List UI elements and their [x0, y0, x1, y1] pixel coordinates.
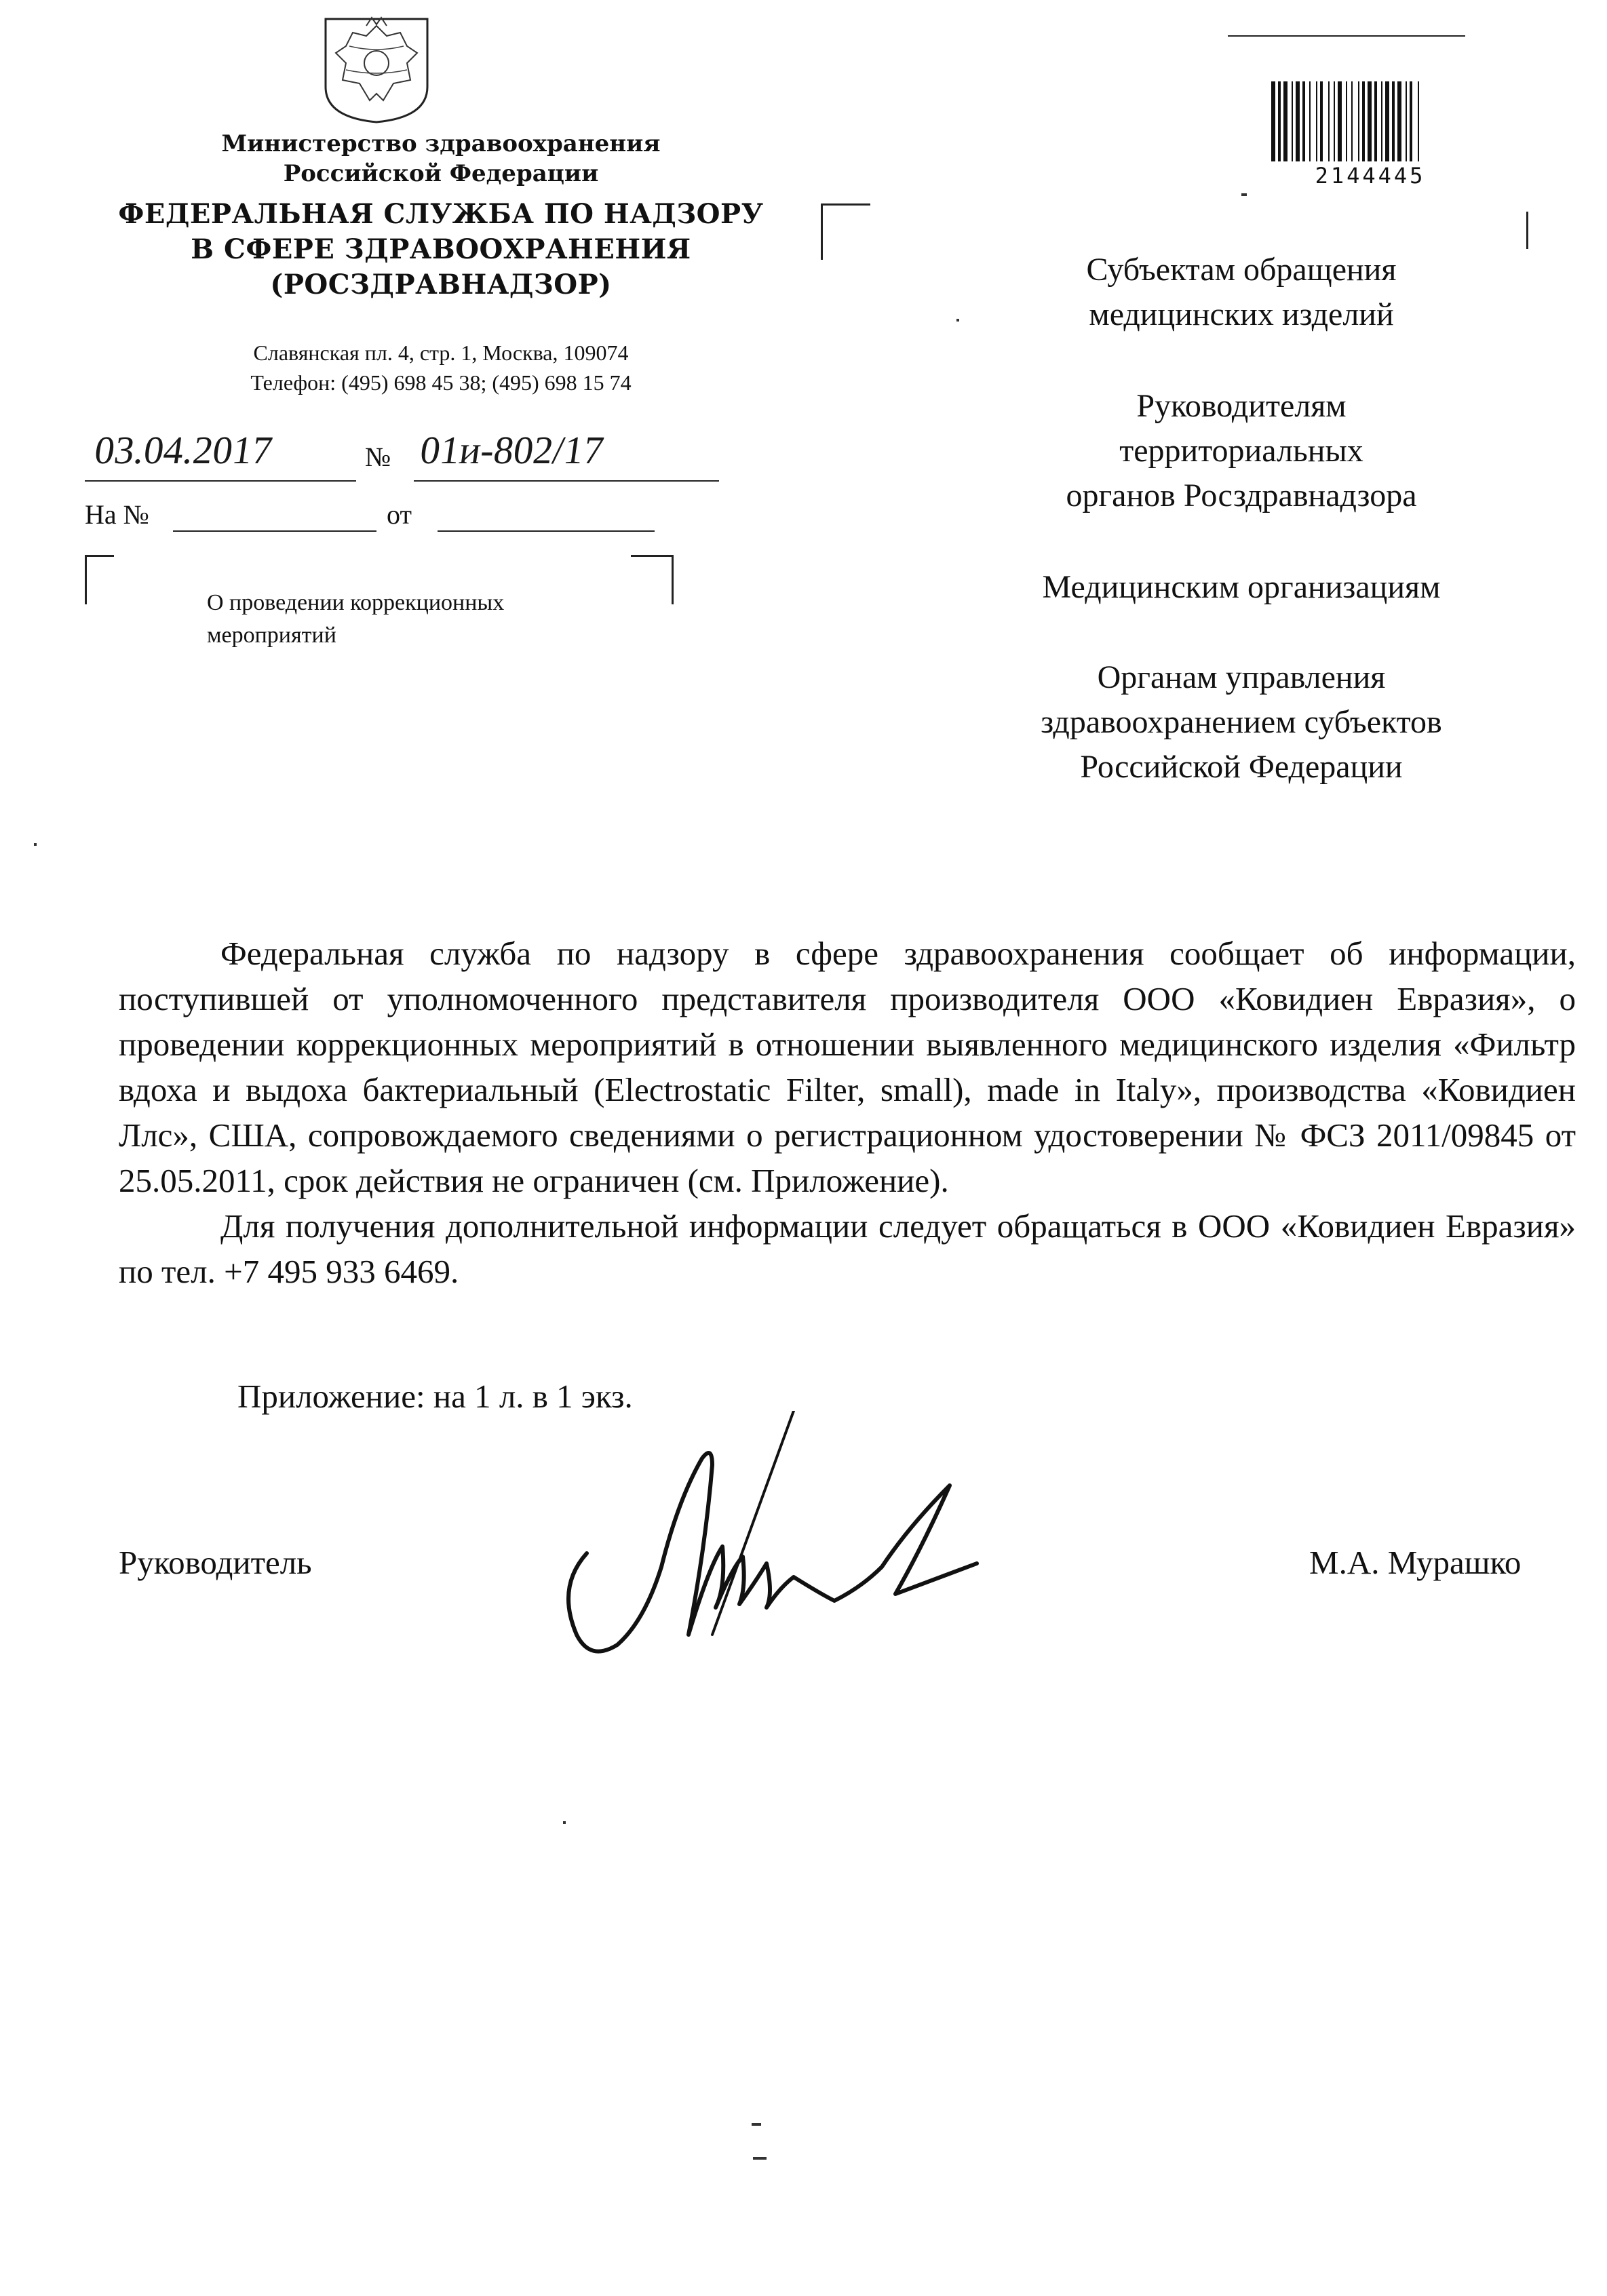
addressee-2-line-1: Руководителям	[1136, 388, 1347, 424]
addressee-4-line-2: здравоохранением субъектов	[1041, 704, 1442, 740]
barcode-bar	[1374, 81, 1377, 161]
barcode-bar	[1346, 81, 1347, 161]
addressee-corner-right	[1526, 212, 1528, 249]
barcode-bar	[1292, 81, 1293, 161]
barcode-bar	[1410, 81, 1412, 161]
addressee-4-line-3: Российской Федерации	[1080, 749, 1403, 785]
scan-speck	[1241, 193, 1247, 196]
barcode-bar	[1283, 81, 1287, 161]
scan-speck	[956, 319, 959, 322]
barcode-bar	[1278, 81, 1281, 161]
barcode-bar	[1385, 81, 1389, 161]
barcode-bar	[1271, 81, 1275, 161]
barcode-bar	[1381, 81, 1382, 161]
signer-name: М.А. Мурашко	[1309, 1544, 1522, 1581]
addressee-corner-left	[821, 203, 870, 260]
attachment-note: Приложение: на 1 л. в 1 экз.	[237, 1378, 633, 1415]
service-line-1: ФЕДЕРАЛЬНАЯ СЛУЖБА ПО НАДЗОРУ	[118, 198, 764, 230]
ministry-line-2: Российской Федерации	[283, 160, 599, 187]
date-underline	[85, 480, 356, 482]
body-paragraph-2: Для получения дополнительной информации следует обращаться в ООО «Ковидиен Евразия» по тел. +7 495 933 6469.	[119, 1207, 1576, 1290]
barcode-number: 2144445	[1315, 163, 1426, 189]
barcode-icon	[1269, 81, 1472, 163]
body-paragraph-1: Федеральная служба по надзору в сфере здравоохранения сообщает об информации, поступившей от уполномоченного представителя производителя ООО «Ковидиен Евразия», о проведении коррекционных мероприятий в отношении выявленного медицинского изделия «Фильтр вдоха и выдоха бактериальный (Electrostatic Filter, small), made in Italy», производства «Ковидиен Ллс», США, сопровождаемого сведениями о регистрационном удостоверении № ФСЗ 2011/09845 от 25.05.2011, срок действия не ограничен (см. Приложение).	[119, 935, 1576, 1199]
subject-corner-left	[85, 555, 114, 604]
barcode-bar	[1358, 81, 1359, 161]
addressee-2-line-2: территориальных	[1119, 433, 1363, 469]
addressee-1-line-2: медицинских изделий	[1089, 296, 1394, 332]
barcode-bar	[1320, 81, 1323, 161]
barcode-bar	[1302, 81, 1305, 161]
registration-number: 01и-802/17	[417, 428, 607, 472]
reference-from-label: от	[387, 499, 412, 530]
registration-date: 03.04.2017	[92, 428, 275, 472]
barcode-bar	[1392, 81, 1395, 161]
barcode-bar	[1296, 81, 1300, 161]
barcode-top-line	[1228, 35, 1465, 37]
barcode-bar	[1406, 81, 1407, 161]
reference-number-field	[173, 530, 376, 532]
barcode-bar	[1368, 81, 1372, 161]
addressee-1-line-1: Субъектам обращения	[1086, 252, 1397, 288]
phone-line: Телефон: (495) 698 45 38; (495) 698 15 74	[250, 370, 632, 395]
scan-speck	[563, 1821, 566, 1824]
barcode-bar	[1316, 81, 1317, 161]
address-line: Славянская пл. 4, стр. 1, Москва, 109074	[253, 340, 629, 365]
service-line-3: (РОСЗДРАВНАДЗОР)	[270, 269, 612, 300]
addressee-4-line-1: Органам управления	[1097, 659, 1386, 695]
addressee-2-line-3: органов Росздравнадзора	[1066, 478, 1417, 513]
addressee-3-line-1: Медицинским организациям	[1042, 569, 1441, 605]
ministry-line-1: Министерство здравоохранения	[221, 130, 661, 157]
barcode-bar	[1334, 81, 1335, 161]
barcode-bar	[1309, 81, 1311, 161]
barcode-bar	[1397, 81, 1401, 161]
number-sign: №	[365, 442, 391, 472]
number-underline	[414, 480, 719, 482]
signer-role: Руководитель	[119, 1544, 312, 1581]
subject-corner-right	[631, 555, 674, 604]
reference-label: На №	[85, 499, 149, 530]
scan-speck	[34, 843, 37, 846]
letter-body	[119, 931, 1576, 1294]
barcode-bar	[1338, 81, 1342, 161]
barcode-bar	[1351, 81, 1353, 161]
service-line-2: В СФЕРЕ ЗДРАВООХРАНЕНИЯ	[191, 233, 691, 265]
handwritten-signature	[543, 1411, 1018, 1696]
subject-line-1: О проведении коррекционных	[207, 590, 505, 615]
scan-speck	[752, 2123, 761, 2126]
barcode-bar	[1362, 81, 1365, 161]
scan-speck	[753, 2157, 767, 2160]
state-emblem-icon	[319, 5, 434, 124]
barcode-bar	[1328, 81, 1330, 161]
reference-date-field	[438, 530, 655, 532]
barcode-bar	[1418, 81, 1419, 161]
subject-line-2: мероприятий	[207, 623, 336, 648]
